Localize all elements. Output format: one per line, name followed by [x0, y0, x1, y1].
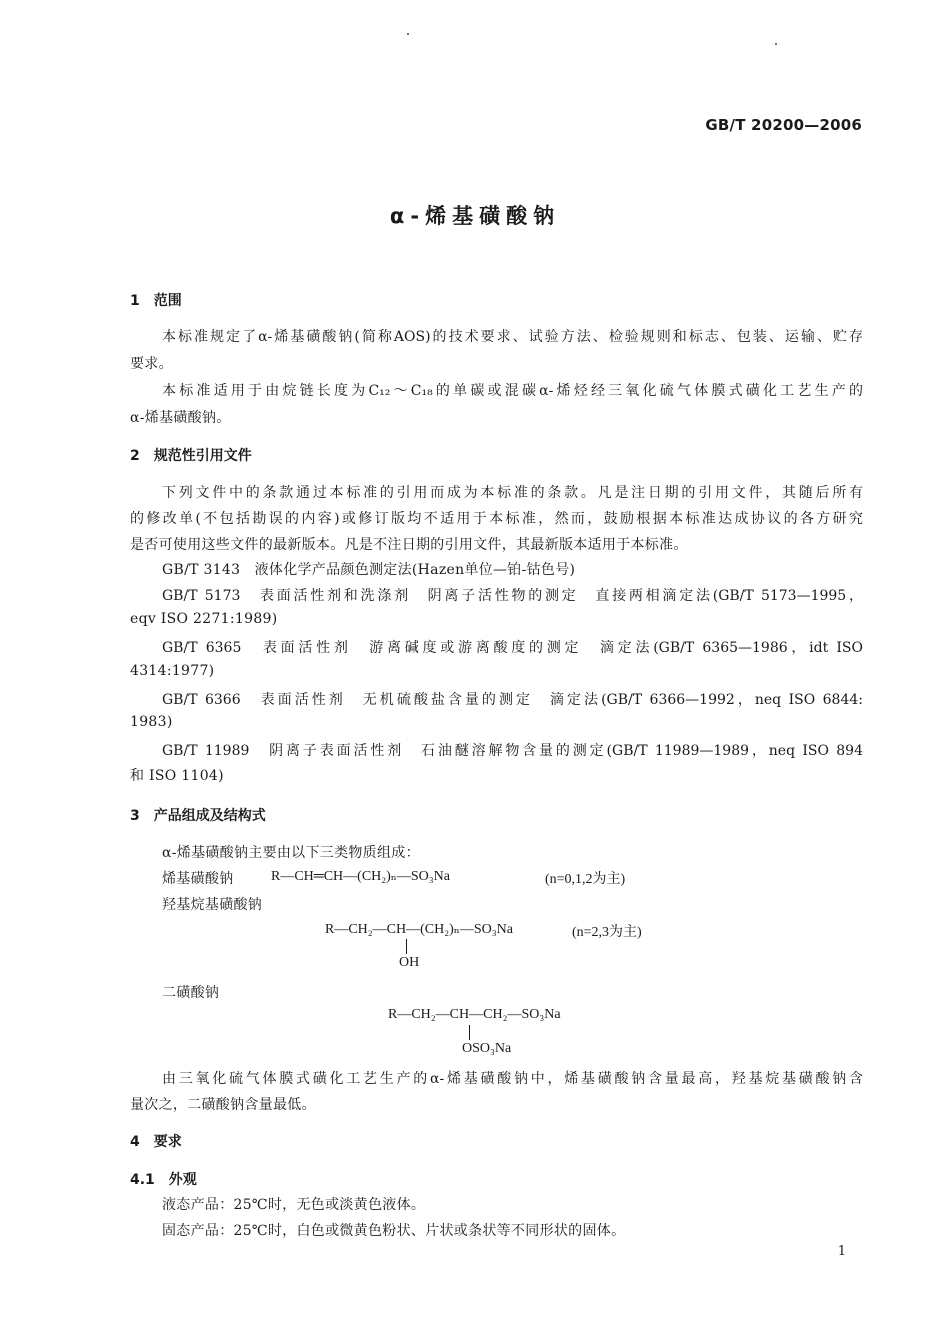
section-4-heading: 4 要求	[130, 1134, 182, 1150]
s1-p1-line2: 要求。	[130, 356, 173, 372]
compound-1-note: (n=0,1,2为主)	[545, 872, 626, 887]
appearance-liquid: 液态产品：25℃时，无色或淡黄色液体。	[162, 1197, 426, 1213]
reference-gbt5173-cont: eqv ISO 2271:1989)	[130, 611, 278, 627]
compound-3-name: 二磺酸钠	[162, 985, 220, 1001]
reference-gbt3143: GB/T 3143 液体化学产品颜色测定法(Hazen单位—铂-钴色号)	[162, 562, 576, 578]
reference-gbt11989-cont: 和 ISO 1104)	[130, 768, 224, 784]
reference-gbt6366: GB/T 6366 表面活性剂 无机硫酸盐含量的测定 滴定法(GB/T 6366—1992，neq ISO 6844:	[162, 692, 863, 708]
page-number: 1	[837, 1244, 846, 1259]
s3-intro: α-烯基磺酸钠主要由以下三类物质组成：	[162, 845, 420, 861]
scan-speck	[775, 43, 777, 45]
document-title: α-烯基磺酸钠	[389, 204, 561, 228]
reference-gbt5173: GB/T 5173 表面活性剂和洗涤剂 阴离子活性物的测定 直接两相滴定法(GB/T 5173—1995，	[162, 588, 863, 604]
section-1-heading: 1 范围	[130, 293, 182, 309]
s1-p2-line2: α-烯基磺酸钠。	[130, 410, 231, 426]
reference-gbt11989: GB/T 11989 阴离子表面活性剂 石油醚溶解物含量的测定(GB/T 11989—1989，neq ISO 894	[162, 743, 863, 759]
section-3-heading: 3 产品组成及结构式	[130, 808, 266, 824]
compound-2-bond	[406, 939, 407, 954]
compound-2-note: (n=2,3为主)	[572, 925, 642, 940]
section-2-heading: 2 规范性引用文件	[130, 448, 252, 464]
s3-summary-line2: 量次之，二磺酸钠含量最低。	[130, 1097, 316, 1113]
s3-summary-line1: 由三氧化硫气体膜式磺化工艺生产的α-烯基磺酸钠中，烯基磺酸钠含量最高，羟基烷基磺酸钠含	[162, 1071, 863, 1087]
reference-gbt6365: GB/T 6365 表面活性剂 游离碱度或游离酸度的测定 滴定法(GB/T 6365—1986，idt ISO	[162, 640, 863, 656]
compound-2-substituent: OH	[399, 955, 420, 970]
reference-gbt6366-cont: 1983)	[130, 714, 173, 730]
compound-3-substituent: OSO₃Na	[462, 1041, 512, 1056]
appearance-solid: 固态产品：25℃时，白色或微黄色粉状、片状或条状等不同形状的固体。	[162, 1223, 626, 1239]
compound-2-formula: R—CH₂—CH—(CH₂)ₙ—SO₃Na	[325, 922, 513, 937]
reference-gbt6365-cont: 4314:1977)	[130, 663, 215, 679]
compound-2-name: 羟基烷基磺酸钠	[162, 897, 263, 913]
s1-p1-line1: 本标准规定了α-烯基磺酸钠(简称AOS)的技术要求、试验方法、检验规则和标志、包装、运输、贮存	[162, 329, 863, 345]
s2-p-line3: 是否可使用这些文件的最新版本。凡是不注日期的引用文件，其最新版本适用于本标准。	[130, 537, 688, 553]
section-4-1-heading: 4.1 外观	[130, 1172, 197, 1188]
s1-p2-line1: 本标准适用于由烷链长度为C₁₂～C₁₈的单碳或混碳α-烯烃经三氧化硫气体膜式磺化工艺生产的	[162, 383, 863, 399]
compound-3-bond	[469, 1025, 470, 1040]
compound-1-formula: R—CH═CH—(CH₂)ₙ—SO₃Na	[271, 869, 450, 884]
compound-1-name: 烯基磺酸钠	[162, 871, 234, 887]
scan-speck	[407, 33, 409, 35]
s2-p-line1: 下列文件中的条款通过本标准的引用而成为本标准的条款。凡是注日期的引用文件，其随后所有	[162, 485, 863, 501]
compound-3-formula: R—CH₂—CH—CH₂—SO₃Na	[388, 1007, 561, 1022]
standard-number: GB/T 20200—2006	[705, 116, 862, 134]
s2-p-line2: 的修改单(不包括勘误的内容)或修订版均不适用于本标准，然而，鼓励根据本标准达成协议的各方研究	[130, 511, 863, 527]
